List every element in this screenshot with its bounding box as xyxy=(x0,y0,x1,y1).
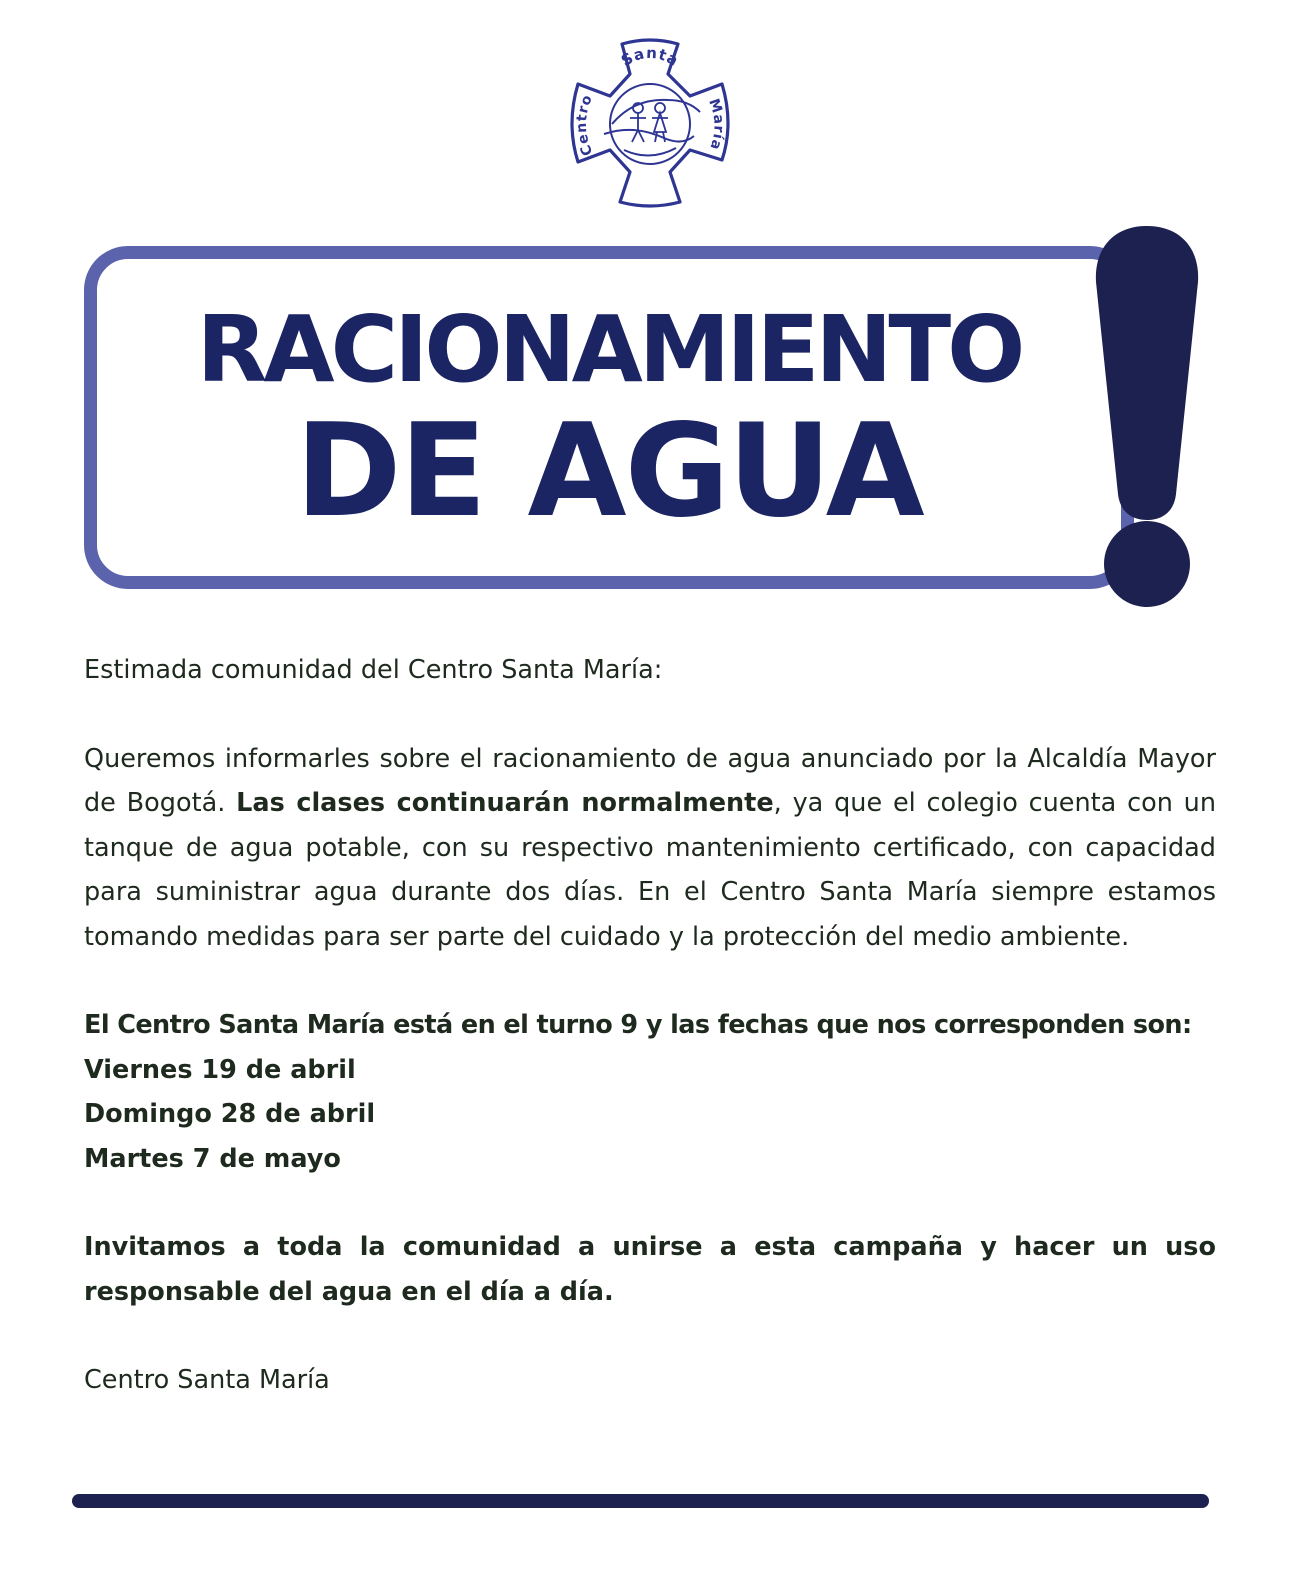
paragraph-details: , ya que el colegio cuenta con un tanque de agua potable, con su respectivo mantenimiento certificado, con capacidad para suministrar agua durante dos días. En el Centro Santa María siempre estamos tomando medidas para ser parte del cuidado y la protección del medio ambiente. xyxy=(84,788,1216,952)
invitation-paragraph: Invitamos a toda la comunidad a unirse a esta campaña y hacer un uso responsable del agua en el día a día. xyxy=(84,1232,1216,1307)
logo-text-left: Centro xyxy=(573,92,597,158)
letter-body xyxy=(84,648,1216,1403)
dates-intro: El Centro Santa María está en el turno 9 y las fechas que nos corresponden son: xyxy=(84,1010,1192,1040)
exclamation-mark-icon xyxy=(1088,222,1206,614)
paragraph-intro: Queremos informarles sobre el racionamiento de agua anunciado por la Alcaldía Mayor de Bogotá. xyxy=(84,743,1216,818)
date-item: Viernes 19 de abril xyxy=(84,1054,356,1085)
title-line-1: RACIONAMIENTO xyxy=(196,296,1022,403)
greeting: Estimada comunidad del Centro Santa María: xyxy=(84,655,663,685)
centro-santa-maria-logo xyxy=(564,38,736,208)
classes-continue-notice: Las clases continuarán normalmente xyxy=(236,788,774,818)
rationing-dates-block xyxy=(84,1003,1216,1181)
footer-divider xyxy=(72,1494,1209,1508)
main-paragraph xyxy=(84,737,1216,960)
signature: Centro Santa María xyxy=(84,1365,330,1395)
date-item: Martes 7 de mayo xyxy=(84,1143,341,1174)
date-item: Domingo 28 de abril xyxy=(84,1099,376,1129)
logo-text-top: Santa xyxy=(618,43,683,70)
title-line-2: DE AGUA xyxy=(295,397,923,546)
logo-text-right: María xyxy=(705,96,727,153)
